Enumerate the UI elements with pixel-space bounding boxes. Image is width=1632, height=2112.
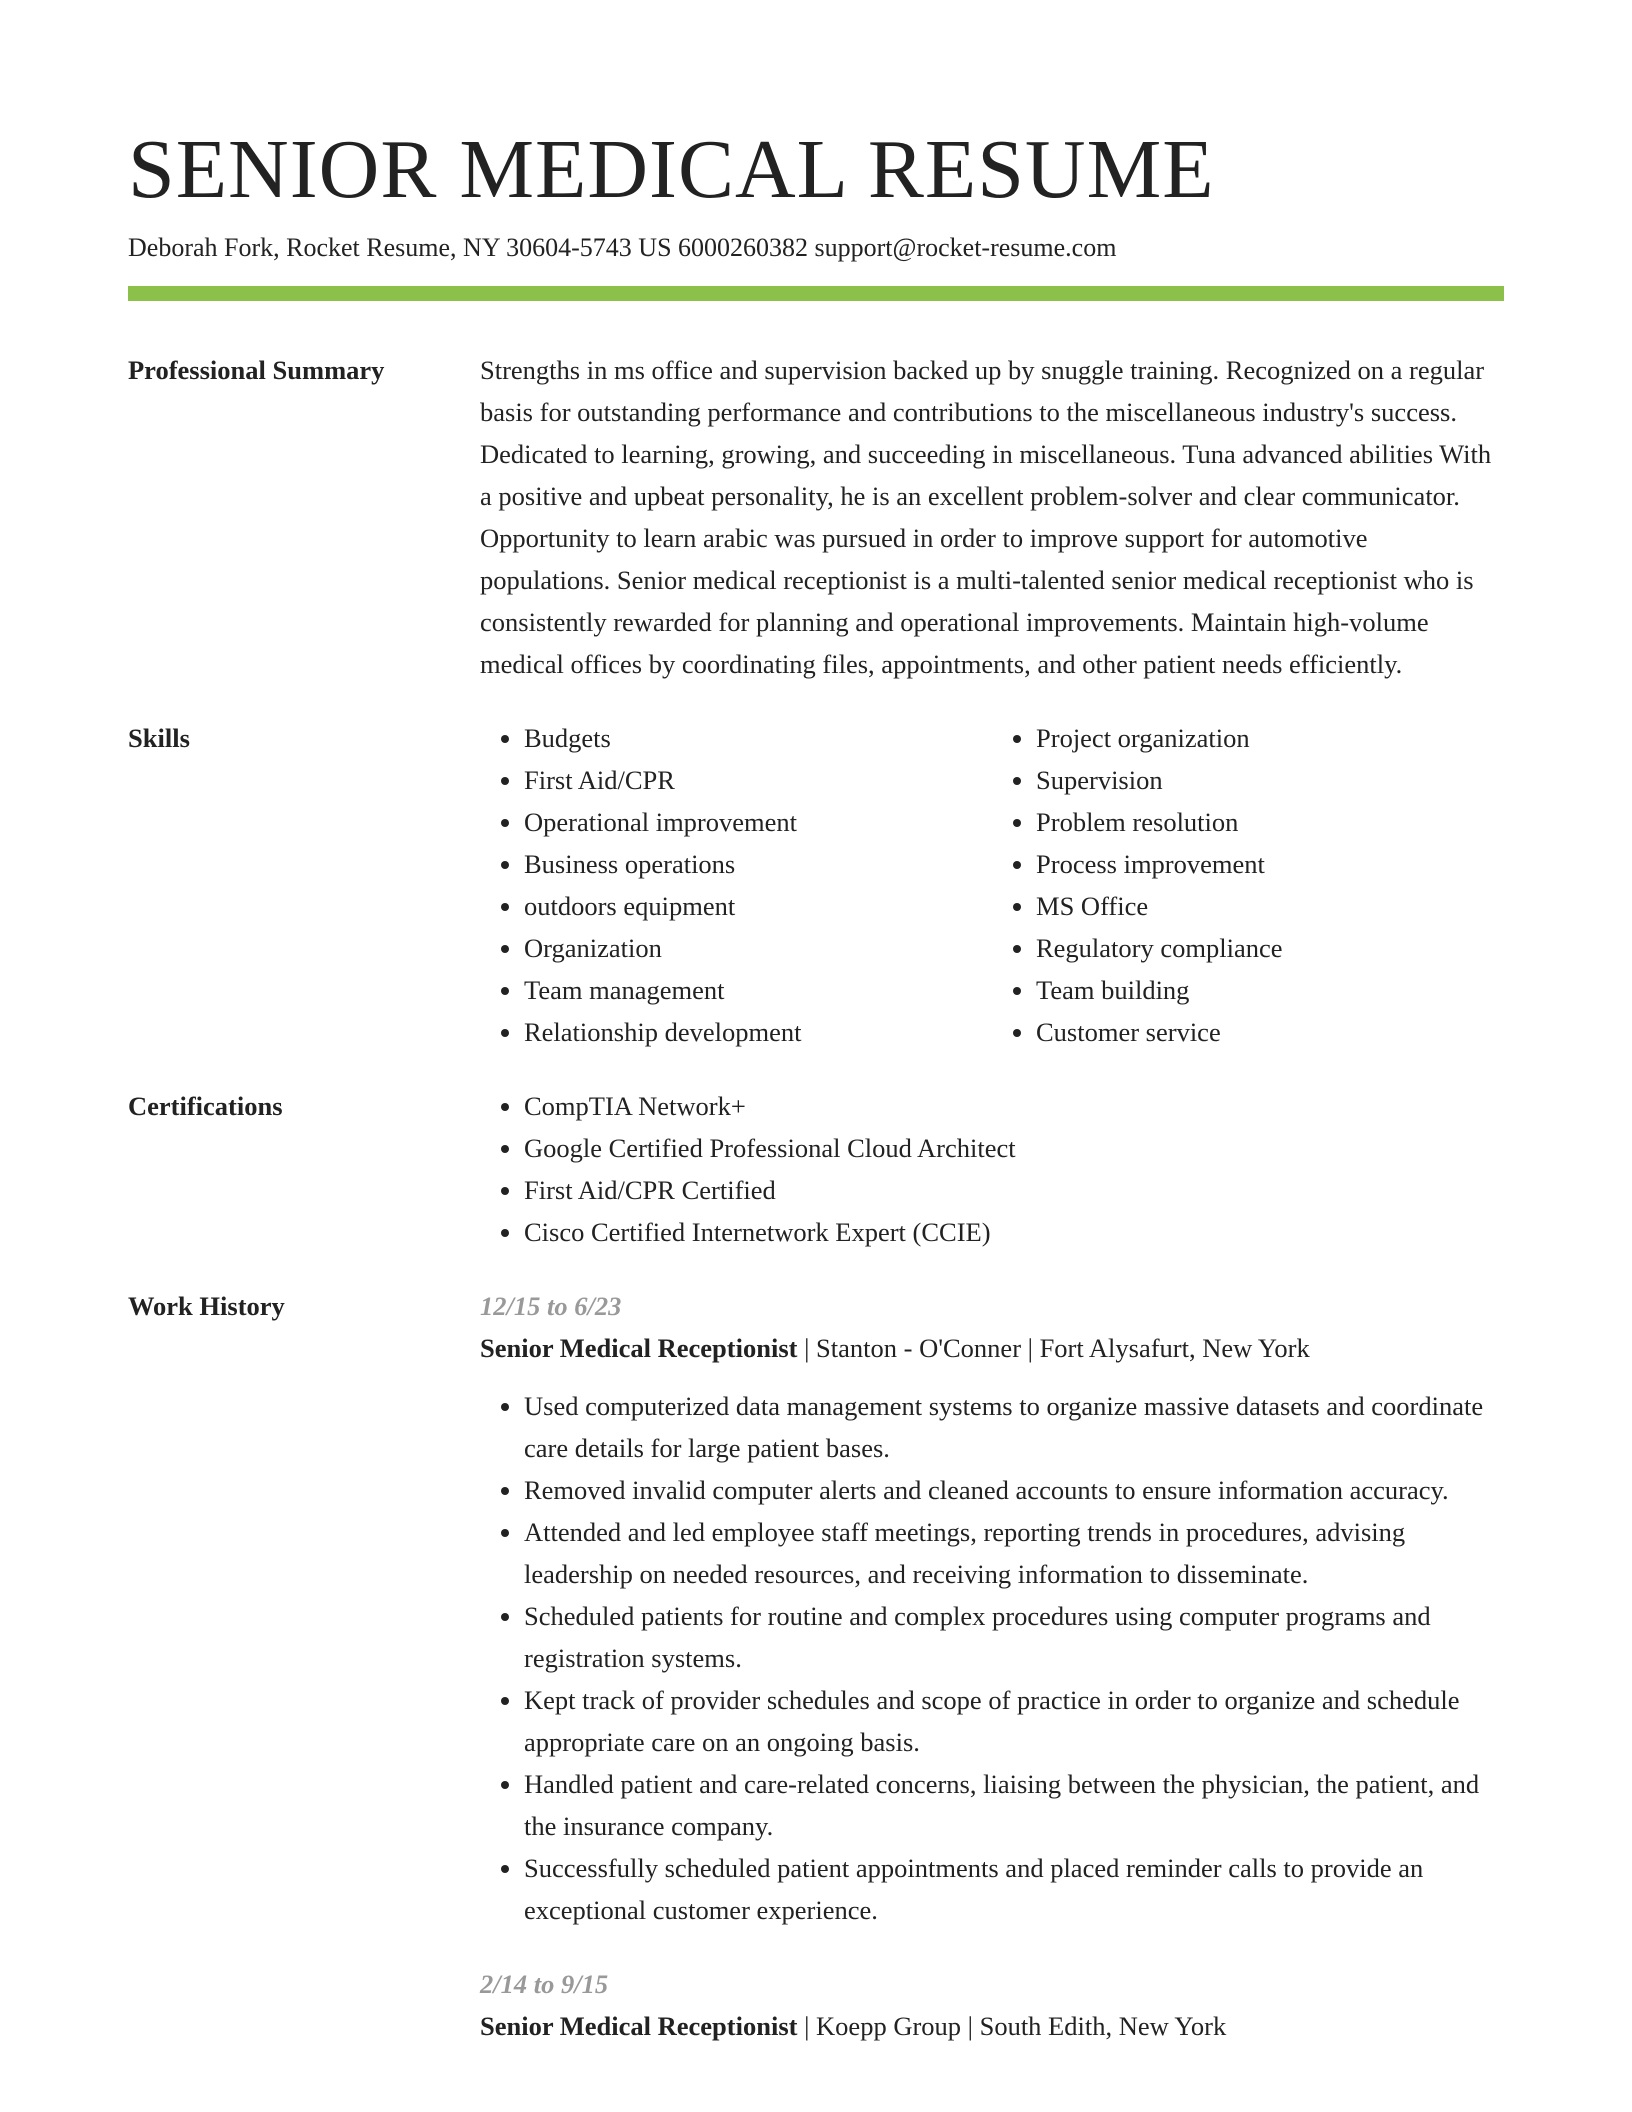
- resume-title: SENIOR MEDICAL RESUME: [128, 123, 1215, 216]
- skill-item: • Process improvement: [1036, 843, 1504, 885]
- job-duty-item: • Kept track of provider schedules and scope of practice in order to organize and schedule appropriate care on an ongoing basis.: [524, 1679, 1504, 1763]
- skills-list-left: [480, 717, 992, 1053]
- certification-item: • Google Certified Professional Cloud Architect: [524, 1127, 1504, 1169]
- skills-columns: [480, 717, 1504, 1053]
- resume-header: [128, 120, 1504, 266]
- certification-item: • First Aid/CPR Certified: [524, 1169, 1504, 1211]
- job-entry: [480, 1285, 1504, 1931]
- job-duties-list: [480, 1385, 1504, 1931]
- job-header: [480, 2005, 1504, 2047]
- skill-item: • Business operations: [524, 843, 992, 885]
- certifications-section: [128, 1085, 1504, 1253]
- work-history-section: [128, 1285, 1504, 2079]
- skill-item: • First Aid/CPR: [524, 759, 992, 801]
- skill-item: • Team building: [1036, 969, 1504, 1011]
- section-label: Professional Summary: [128, 355, 385, 385]
- resume-content: [128, 349, 1504, 2111]
- job-duty-item: • Handled patient and care-related concerns, liaising between the physician, the patient, and the insurance company.: [524, 1763, 1504, 1847]
- summary-section: [128, 349, 1504, 685]
- skill-item: • Operational improvement: [524, 801, 992, 843]
- skill-item: • Budgets: [524, 717, 992, 759]
- job-details: | Stanton - O'Conner | Fort Alysafurt, New York: [797, 1333, 1310, 1363]
- certification-item: • CompTIA Network+: [524, 1085, 1504, 1127]
- job-dates: 12/15 to 6/23: [480, 1291, 622, 1321]
- skill-item: • Organization: [524, 927, 992, 969]
- job-details: | Koepp Group | South Edith, New York: [797, 2011, 1227, 2041]
- skill-item: • Regulatory compliance: [1036, 927, 1504, 969]
- skill-item: • Problem resolution: [1036, 801, 1504, 843]
- job-dates: 2/14 to 9/15: [480, 1969, 609, 1999]
- skill-item: • Team management: [524, 969, 992, 1011]
- section-label: Work History: [128, 1291, 285, 1321]
- certifications-list: [480, 1085, 1504, 1253]
- section-body: [480, 349, 1504, 685]
- skill-item: • Supervision: [1036, 759, 1504, 801]
- contact-line: Deborah Fork, Rocket Resume, NY 30604-5743 US 6000260382 support@rocket-resume.com: [128, 233, 1117, 262]
- job-duty-item: • Scheduled patients for routine and complex procedures using computer programs and registration systems.: [524, 1595, 1504, 1679]
- job-title: Senior Medical Receptionist: [480, 2011, 798, 2041]
- skills-section: [128, 717, 1504, 1053]
- accent-divider: [128, 286, 1504, 301]
- job-title: Senior Medical Receptionist: [480, 1333, 798, 1363]
- skill-item: • Project organization: [1036, 717, 1504, 759]
- certification-item: • Cisco Certified Internetwork Expert (CCIE): [524, 1211, 1504, 1253]
- skill-item: • Relationship development: [524, 1011, 992, 1053]
- job-duty-item: • Used computerized data management systems to organize massive datasets and coordinate care details for large patient bases.: [524, 1385, 1504, 1469]
- summary-text: Strengths in ms office and supervision backed up by snuggle training. Recognized on a regular basis for outstanding performance and contributions to the miscellaneous industry's success. Dedicated to learning, growing, and succeeding in miscellaneous. Tuna advanced abilities With a positive and upbeat personality, he is an excellent problem-solver and clear communicator. Opportunity to learn arabic was pursued in order to improve support for automotive populations. Senior medical receptionist is a multi-talented senior medical receptionist who is consistently rewarded for planning and operational improvements. Maintain high-volume medical offices by coordinating files, appointments, and other patient needs efficiently.: [480, 355, 1492, 679]
- section-label: Skills: [128, 723, 190, 753]
- skill-item: • MS Office: [1036, 885, 1504, 927]
- skill-item: • outdoors equipment: [524, 885, 992, 927]
- section-label: Certifications: [128, 1091, 283, 1121]
- job-duty-item: • Successfully scheduled patient appointments and placed reminder calls to provide an exceptional customer experience.: [524, 1847, 1504, 1931]
- job-entry: [480, 1963, 1504, 2047]
- job-duty-item: • Removed invalid computer alerts and cleaned accounts to ensure information accuracy.: [524, 1469, 1504, 1511]
- section-body: [480, 1285, 1504, 2079]
- skill-item: • Customer service: [1036, 1011, 1504, 1053]
- skills-list-right: [992, 717, 1504, 1053]
- job-duty-item: • Attended and led employee staff meetings, reporting trends in procedures, advising leadership on needed resources, and receiving information to disseminate.: [524, 1511, 1504, 1595]
- job-header: [480, 1327, 1504, 1369]
- section-body: [480, 1085, 1504, 1253]
